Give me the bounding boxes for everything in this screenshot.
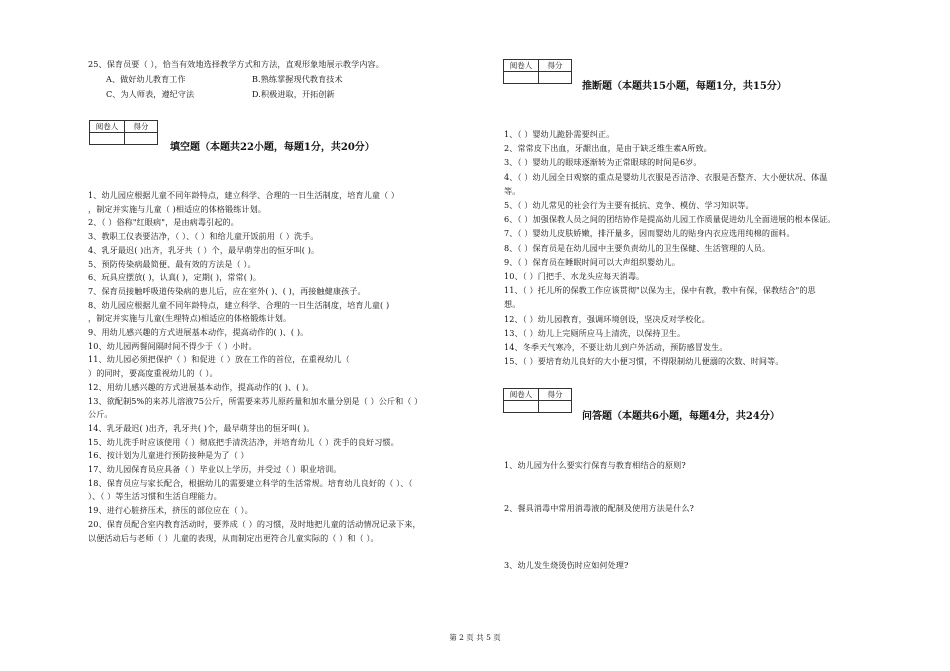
reviewer-cell: [504, 401, 539, 413]
question-25-stem: 25、保育员要（ ），恰当有效地选择教学方式和方法，直观形象地展示教学内容。: [88, 59, 384, 69]
question-line: 9、（ ）保育员在睡眠时间可以大声组织婴幼儿。: [504, 256, 680, 267]
score-cell: [539, 72, 572, 84]
question-25-option-d: D.积极进取，开拓创新: [252, 89, 335, 99]
question-line: 18、保育员应与家长配合，根据幼儿的需要建立科学的生活常规。培育幼儿良好的（ ）、（: [88, 477, 413, 488]
question-line: 8、幼儿园应根据儿童不同年龄特点，建立科学、合理的一日生活制度，培育儿童( ): [88, 299, 390, 310]
grader-table-fill: [89, 120, 158, 145]
question-line: ，制定并实施与儿童（ )相适应的体格锻练计划。: [88, 203, 267, 214]
question-line: 7、（ ）婴幼儿皮肤娇嫩，排汗量多，因而婴幼儿的贴身内衣应选用纯棉的面料。: [504, 228, 795, 239]
question-line: 7、保育员接触呼吸道传染病的患儿后，应在室外( )、( )，再接触健康孩子。: [88, 285, 366, 296]
fill-section-heading: 填空题（本题共22小题，每题1分，共20分）: [170, 142, 375, 153]
question-line: ）、（ ）等生活习惯和生活自理能力。: [88, 491, 222, 502]
question-line: 3、（ ）婴幼儿的眼球逐渐转为正常眼球的时间是6岁。: [504, 157, 702, 168]
question-line: 11、（ ）托儿所的保教工作应该贯彻"以保为主，保中有教，教中有保，保教结合"的思: [504, 285, 816, 296]
question-line: 12、用幼儿感兴趣的方式进展基本动作，提高动作的( )、( )。: [88, 381, 314, 392]
question-line: 19、进行心脏挤压术，挤压的部位应在（ ）。: [88, 505, 253, 516]
question-line: 等。: [504, 185, 521, 196]
score-cell: [125, 133, 158, 145]
question-line: 以便活动后与老师（ ）儿童的表现，从而制定出更符合儿童实际的（ ）和（ ）。: [88, 532, 379, 543]
reviewer-label: 阅卷人: [504, 389, 539, 401]
question-line: 17、幼儿园保育员应具备（ ）毕业以上学历，并受过（ ）职业培训。: [88, 464, 342, 474]
essay-question-2: 2、餐具消毒中常用消毒液的配制及使用方法是什么?: [504, 503, 694, 513]
question-line: 10、幼儿园两餐间隔时间不得少于（ ）小时。: [88, 340, 257, 351]
question-line: 15、幼儿洗手时应该使用（ ）彻底把手清洗洁净，并培育幼儿（ ）洗手的良好习惯。: [88, 436, 399, 447]
question-line: ）的同时，要高度重视幼儿的（ ）。: [88, 368, 218, 379]
question-line: 1、幼儿园应根据儿童不同年龄特点，建立科学、合理的一日生活制度，培育儿童（ ）: [88, 190, 400, 200]
score-label: 得分: [539, 389, 572, 401]
essay-question-3: 3、幼儿发生烧烫伤时应如何处理?: [504, 560, 629, 570]
page-footer: 第 2 页 共 5 页: [449, 633, 501, 642]
question-line: 11、幼儿园必须把保护（ ）和促进（ ）放在工作的首位，在重视幼儿（: [88, 354, 350, 365]
essay-section-heading: 问答题（本题共6小题，每题4分，共24分）: [582, 411, 780, 422]
question-line: 10、（ ）门把手、水龙头应每天消毒。: [504, 271, 645, 281]
question-line: 6、（ ）加强保教人员之间的团结协作是提高幼儿园工作质量促进幼儿全面进展的根本保证。: [504, 214, 836, 225]
question-line: 3、教职工仪表要洁净，（ ）、（ ）和给儿童开饭前用（ ）洗手。: [88, 231, 319, 242]
reviewer-cell: [90, 133, 125, 145]
reviewer-label: 阅卷人: [90, 121, 125, 133]
question-25-option-a: A、做好幼儿教育工作: [106, 74, 186, 84]
score-cell: [539, 401, 572, 413]
reviewer-cell: [504, 72, 539, 84]
question-line: 20、保育员配合室内教育活动时，要养成（ ）的习惯，及时地把儿童的活动情况记录下来，: [88, 518, 421, 529]
question-line: 9、用幼儿感兴趣的方式进展基本动作，提高动作的( )、( )。: [88, 327, 309, 337]
question-line: 14、乳牙最迟( )出齐，乳牙共( )个，最早萌芽出的恒牙叫( )。: [88, 422, 315, 433]
judge-section-heading: 推断题（本题共15小题，每题1分，共15分）: [582, 81, 787, 92]
question-line: 5、（ ）幼儿常见的社会行为主要有抵抗、竞争、模仿、学习知识等。: [504, 200, 754, 210]
question-line: 14、冬季天气寒冷，不要让幼儿到户外活动，预防感冒发生。: [504, 342, 728, 352]
question-line: 2、（ ）俗称"红眼病"，是由病毒引起的。: [88, 217, 239, 228]
question-line: 公斤。: [88, 409, 113, 420]
question-line: 8、（ ）保育员是在幼儿园中主要负责幼儿的卫生保健、生活管理的人员。: [504, 242, 771, 253]
question-line: 13、（ ）幼儿上完厕所应马上清洗，以保持卫生。: [504, 327, 686, 338]
question-25-option-b: B.熟练掌握现代教育技术: [252, 74, 343, 84]
question-line: 4、（ ）幼儿园全日观察的重点是婴幼儿衣服是否洁净、衣服是否整齐、大小便状况、体温: [504, 171, 828, 182]
grader-table-judge: [503, 59, 572, 84]
question-line: ，制定并实施与儿童(生理特点)相适应的体格锻炼计划。: [88, 313, 292, 324]
question-25-option-c: C、为人师表，遵纪守法: [106, 89, 195, 99]
question-line: 15、（ ）要培育幼儿良好的大小便习惯，不得限制幼儿便溺的次数、时间等。: [504, 356, 784, 367]
question-line: 1、（ ）婴幼儿跪卧需要纠正。: [504, 129, 615, 139]
question-line: 5、预防传染病最简便、最有效的方法是（ ）。: [88, 258, 256, 269]
question-line: 13、欲配制5%的来苏儿溶液75公斤，所需要来苏儿原药量和加水量分别是（ ）公斤和（ ）: [88, 395, 423, 406]
reviewer-label: 阅卷人: [504, 60, 539, 72]
question-line: 12、（ ）幼儿园教育，强调环境创设，坚决反对学校化。: [504, 313, 710, 324]
question-line: 4、乳牙最迟( )出齐，乳牙共（ ）个，最早萌芽出的恒牙叫( )。: [88, 244, 320, 255]
score-label: 得分: [125, 121, 158, 133]
question-line: 2、常常皮下出血，牙龈出血，是由于缺乏维生素A所致。: [504, 143, 712, 154]
question-line: 16、按计划为儿童进行预防接种是为了（ ）: [88, 450, 249, 461]
question-line: 想。: [504, 299, 521, 310]
question-line: 6、玩具应摆放( )，认真( )，定期( )，常常( )。: [88, 272, 262, 283]
score-label: 得分: [539, 60, 572, 72]
essay-question-1: 1、幼儿园为什么要实行保育与教育相结合的原则?: [504, 460, 686, 470]
grader-table-essay: [503, 388, 572, 413]
